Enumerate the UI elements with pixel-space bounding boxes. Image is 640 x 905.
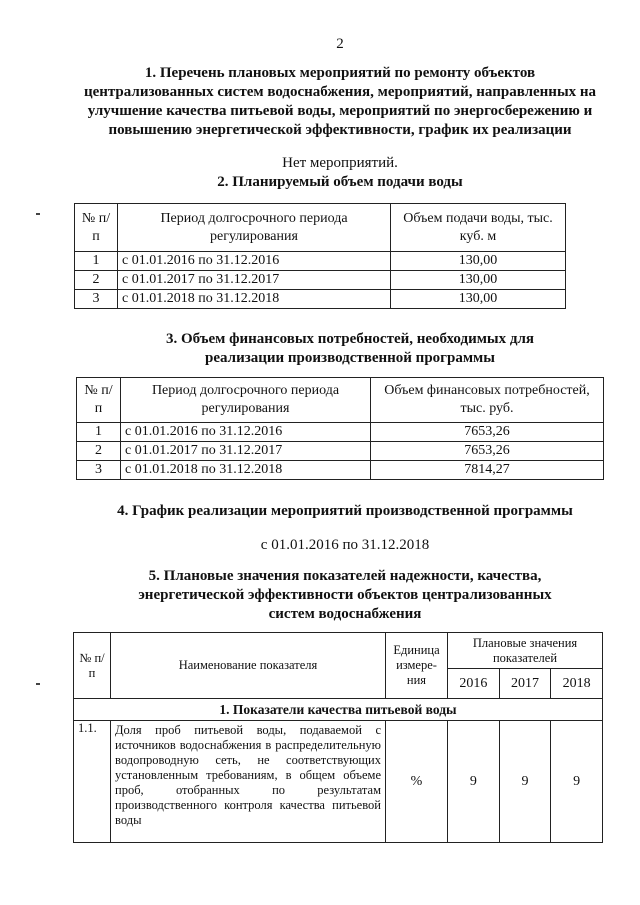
cell-num: 3 (77, 461, 121, 480)
table-header-row (74, 633, 603, 669)
cell-period: с 01.01.2016 по 31.12.2016 (121, 423, 371, 442)
scan-mark (36, 683, 40, 685)
cell-volume: 130,00 (391, 252, 566, 271)
financial-needs-table (76, 377, 604, 480)
heading-line: 3. Объем финансовых потребностей, необходимых для (165, 331, 535, 347)
water-supply-table (74, 203, 566, 309)
table-row (75, 252, 566, 271)
heading-line: повышению энергетической эффективности, график их реализации (108, 122, 572, 138)
cell-unit: % (386, 721, 448, 843)
schedule-period: с 01.01.2016 по 31.12.2018 (260, 537, 430, 553)
table-row (77, 423, 604, 442)
table-header-row (77, 378, 604, 423)
cell-period: с 01.01.2016 по 31.12.2016 (118, 252, 391, 271)
header-planned: Плановые значения показателей (448, 633, 603, 669)
cell-num: 3 (75, 290, 118, 309)
group-title: 1. Показатели качества питьевой воды (74, 699, 603, 721)
heading-line: систем водоснабжения (268, 606, 422, 622)
header-financial: Объем финансовых потребностей, тыс. руб. (371, 378, 604, 423)
header-period: Период долгосрочного периода регулирования (121, 378, 371, 423)
table-row (75, 271, 566, 290)
heading-line: 1. Перечень плановых мероприятий по ремонту объектов (144, 65, 536, 81)
table-header-row (75, 204, 566, 252)
header-num: № п/п (75, 204, 118, 252)
section3-heading (70, 330, 630, 368)
heading-line: 5. Плановые значения показателей надежности, качества, (148, 568, 542, 584)
cell-period: с 01.01.2018 по 31.12.2018 (121, 461, 371, 480)
cell-num: 1 (75, 252, 118, 271)
section5-heading (60, 567, 630, 624)
cell-name: Доля проб питьевой воды, подаваемой с источников водоснабжения в распределительную водопроводную сеть, не соответствующих установленным требованиям, в общем объеме проб, отобранных по результатам производственного контроля качества питьевой воды (111, 721, 386, 843)
cell-value: 9 (499, 721, 551, 843)
cell-period: с 01.01.2017 по 31.12.2017 (121, 442, 371, 461)
table-row (77, 442, 604, 461)
page-number: 2 (336, 36, 344, 52)
table-row (74, 721, 603, 843)
section1-heading (60, 64, 620, 140)
header-num: № п/п (77, 378, 121, 423)
cell-num: 1.1. (74, 721, 111, 843)
indicators-table (73, 632, 603, 843)
heading-line: реализации производственной программы (205, 350, 495, 366)
header-year: 2018 (551, 669, 603, 699)
cell-value: 9 (551, 721, 603, 843)
section2-heading: 2. Планируемый объем подачи воды (217, 174, 463, 190)
header-name: Наименование показателя (111, 633, 386, 699)
header-unit: Единица измере-ния (386, 633, 448, 699)
cell-volume: 130,00 (391, 290, 566, 309)
header-period: Период долгосрочного периода регулирования (118, 204, 391, 252)
cell-num: 2 (75, 271, 118, 290)
cell-volume: 130,00 (391, 271, 566, 290)
header-year: 2017 (499, 669, 551, 699)
section4-heading: 4. График реализации мероприятий производственной программы (117, 503, 573, 519)
cell-num: 1 (77, 423, 121, 442)
heading-line: энергетической эффективности объектов централизованных (138, 587, 552, 603)
cell-value: 9 (448, 721, 500, 843)
cell-amount: 7653,26 (371, 442, 604, 461)
cell-period: с 01.01.2017 по 31.12.2017 (118, 271, 391, 290)
no-measures-note: Нет мероприятий. (282, 155, 398, 171)
group-row (74, 699, 603, 721)
scan-mark (36, 213, 40, 215)
cell-amount: 7814,27 (371, 461, 604, 480)
heading-line: централизованных систем водоснабжения, мероприятий, направленных на (83, 84, 597, 100)
table-row (75, 290, 566, 309)
cell-amount: 7653,26 (371, 423, 604, 442)
table-row (77, 461, 604, 480)
cell-num: 2 (77, 442, 121, 461)
cell-period: с 01.01.2018 по 31.12.2018 (118, 290, 391, 309)
header-volume: Объем подачи воды, тыс. куб. м (391, 204, 566, 252)
heading-line: улучшение качества питьевой воды, мероприятий по энергосбережению и (87, 103, 593, 119)
header-year: 2016 (448, 669, 500, 699)
header-num: № п/п (74, 633, 111, 699)
